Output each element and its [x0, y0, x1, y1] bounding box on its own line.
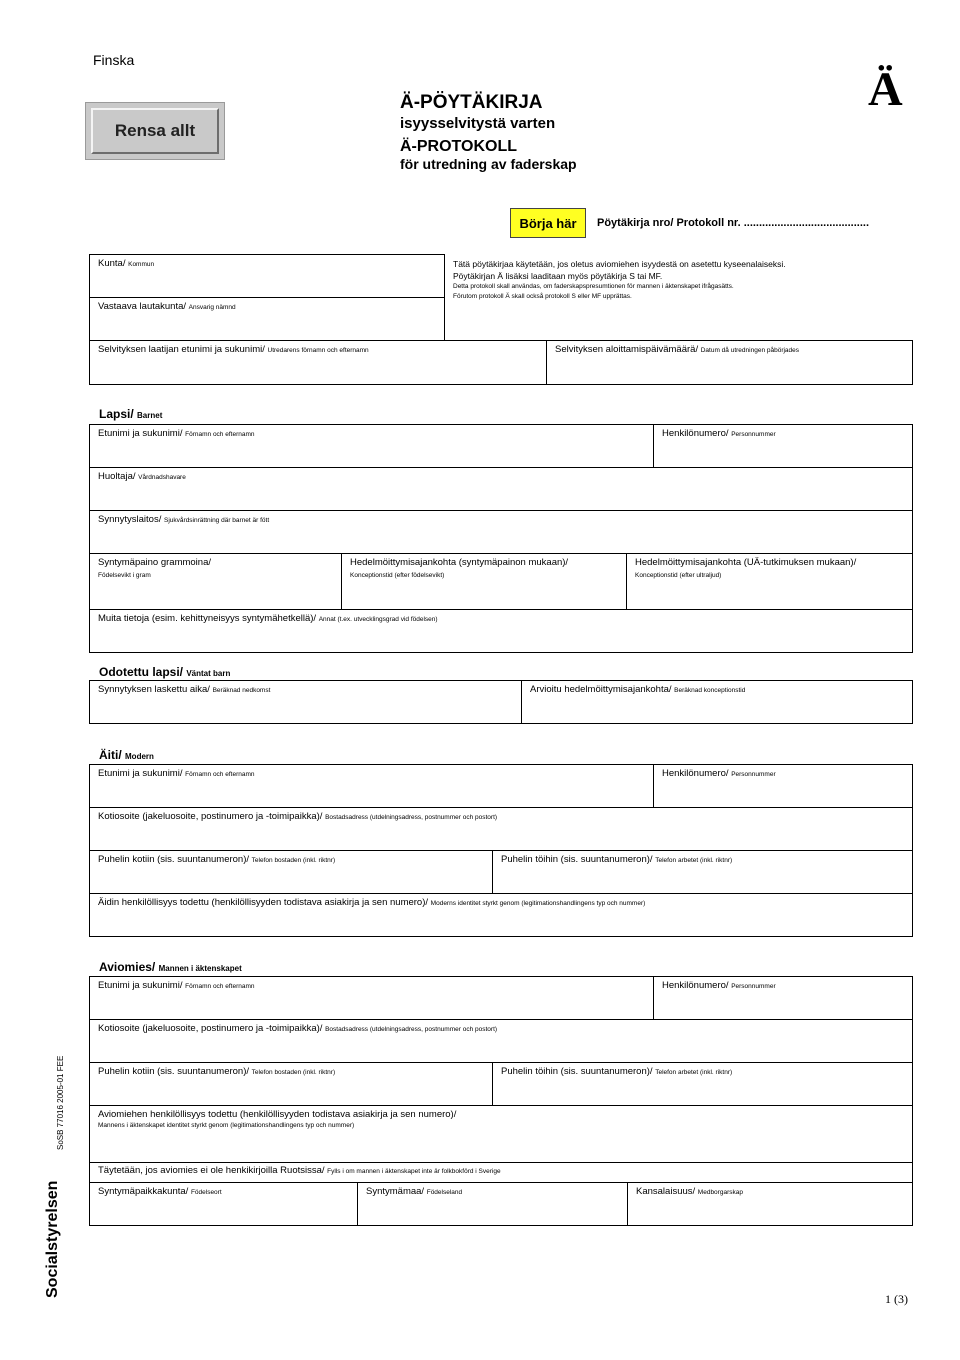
husband-title-fi: Aviomies/ — [99, 960, 156, 974]
husband-citizenship-label-sv: Medborgarskap — [697, 1189, 743, 1196]
husband-name-label: Etunimi ja sukunimi/ — [98, 980, 183, 991]
husband-phone-home-label: Puhelin kotiin (sis. suuntanumeron)/ — [98, 1066, 250, 1077]
husband-name-label-sv: Förnamn och efternamn — [185, 983, 255, 990]
mother-address-field[interactable] — [90, 808, 913, 851]
language-label: Finska — [93, 52, 135, 68]
mother-title-fi: Äiti/ — [99, 748, 122, 762]
subtitle-sv: för utredning av faderskap — [400, 155, 577, 172]
birth-facility-label-sv: Sjukvårdsinrättning där barnet är fött — [164, 517, 270, 524]
husband-phone-home-label-sv: Telefon bostaden (inkl. riktnr) — [251, 1069, 336, 1076]
estimated-conception-label: Arvioitu hedelmöittymisajankohta/ — [530, 684, 672, 695]
mother-phone-work-label: Puhelin töihin (sis. suuntanumeron)/ — [501, 854, 653, 865]
husband-address-label: Kotiosoite (jakeluosoite, postinumero ja -toimipaikka)/ — [98, 1023, 323, 1034]
child-title-fi: Lapsi/ — [99, 407, 134, 421]
mother-name-field[interactable] — [90, 765, 654, 808]
conception-ultrasound-label-sv: Konceptionstid (efter ultraljud) — [635, 572, 722, 579]
start-date-label-sv: Datum då utredningen påbörjades — [700, 347, 800, 354]
husband-pid-label-sv: Personnummer — [731, 983, 776, 990]
due-date-label-sv: Beräknad nedkomst — [212, 687, 271, 694]
due-date-field[interactable] — [90, 681, 522, 724]
investigator-label-sv: Utredarens förnamn och efternamn — [267, 347, 369, 354]
title-fi: Ä-PÖYTÄKIRJA — [400, 92, 543, 113]
mother-phone-work-label-sv: Telefon arbetet (inkl. riktnr) — [655, 857, 733, 864]
husband-citizenship-label: Kansalaisuus/ — [636, 1186, 696, 1197]
mother-pid-label: Henkilönumero/ — [662, 768, 729, 779]
title-sv: Ä-PROTOKOLL — [400, 137, 518, 155]
investigator-name-field[interactable] — [90, 341, 547, 385]
child-pid-label: Henkilönumero/ — [662, 428, 729, 439]
investigator-table — [89, 340, 913, 385]
page-number: 1 (3) — [885, 1292, 908, 1306]
socialstyrelsen-logo: Socialstyrelsen — [44, 1180, 61, 1298]
form-letter: Ä — [868, 63, 903, 116]
mother-phone-home-label-sv: Telefon bostaden (inkl. riktnr) — [251, 857, 336, 864]
conception-ultrasound-field[interactable] — [627, 554, 913, 610]
mother-phone-home-label: Puhelin kotiin (sis. suuntanumeron)/ — [98, 854, 250, 865]
info-line-1: Tätä pöytäkirjaa käytetään, jos oletus aviomiehen isyydestä on asetettu kyseenalaiseksi. — [453, 258, 786, 269]
child-name-label-sv: Förnamn och efternamn — [185, 431, 255, 438]
guardian-field[interactable] — [90, 468, 913, 511]
child-title-sv: Barnet — [137, 411, 163, 420]
husband-birthplace-field[interactable] — [90, 1183, 358, 1226]
mother-title-sv: Modern — [125, 752, 154, 761]
mother-address-label: Kotiosoite (jakeluosoite, postinumero ja -toimipaikka)/ — [98, 811, 323, 822]
estimated-conception-label-sv: Beräknad konceptionstid — [674, 687, 746, 694]
conception-weight-label-sv: Konceptionstid (efter födelsevikt) — [350, 572, 445, 579]
clear-all-button[interactable] — [85, 102, 225, 160]
husband-name-field[interactable] — [90, 977, 654, 1020]
mother-identity-label: Äidin henkilöllisyys todettu (henkilöllisyyden todistava asiakirja ja sen numero)/ — [98, 897, 429, 908]
husband-phone-work-label: Puhelin töihin (sis. suuntanumeron)/ — [501, 1066, 653, 1077]
info-line-2: Pöytäkirjan Ä lisäksi laaditaan myös pöytäkirja S tai MF. — [453, 270, 663, 281]
child-section-title — [99, 407, 162, 421]
mother-phone-home-field[interactable] — [90, 851, 493, 894]
form-title-block — [400, 92, 577, 173]
mother-section-title — [99, 748, 154, 762]
expected-title-sv: Väntat barn — [186, 669, 231, 678]
child-pid-label-sv: Personnummer — [731, 431, 776, 438]
protocol-number-label: Pöytäkirja nro/ Protokoll nr. ......................................... — [597, 217, 870, 229]
husband-birthplace-label: Syntymäpaikkakunta/ — [98, 1186, 189, 1197]
child-other-label: Muita tietoja (esim. kehittyneisyys syntymähetkellä)/ — [98, 613, 317, 624]
birth-weight-label-sv: Födelsevikt i gram — [98, 572, 151, 579]
husband-foreign-note — [90, 1163, 913, 1183]
start-date-label: Selvityksen aloittamispäivämäärä/ — [555, 344, 699, 355]
mother-address-label-sv: Bostadsadress (utdelningsadress, postnummer och postort) — [325, 814, 498, 821]
husband-birthcountry-field[interactable] — [358, 1183, 628, 1226]
board-field[interactable] — [90, 298, 445, 341]
info-line-4: Förutom protokoll Ä skall också protokoll S eller MF upprättas. — [453, 292, 632, 300]
mother-identity-label-sv: Moderns identitet styrkt genom (legitimationshandlingens typ och nummer) — [430, 900, 646, 907]
husband-foreign-label-sv: Fylls i om mannen i äktenskapet inte är folkbokförd i Sverige — [327, 1168, 501, 1175]
board-label-sv: Ansvarig nämnd — [188, 304, 236, 311]
admin-table — [89, 254, 913, 341]
husband-pid-field[interactable] — [654, 977, 913, 1020]
husband-title-sv: Mannen i äktenskapet — [158, 964, 242, 973]
mother-pid-label-sv: Personnummer — [731, 771, 776, 778]
child-name-label: Etunimi ja sukunimi/ — [98, 428, 183, 439]
due-date-label: Synnytyksen laskettu aika/ — [98, 684, 210, 695]
subtitle-fi: isyysselvitystä varten — [400, 114, 556, 132]
conception-weight-field[interactable] — [342, 554, 627, 610]
form-code: SoSB 77016 2005-01 FEE — [56, 1055, 65, 1150]
husband-table — [89, 976, 913, 1226]
mother-table — [89, 764, 913, 937]
board-label: Vastaava lautakunta/ — [98, 301, 187, 312]
husband-address-label-sv: Bostadsadress (utdelningsadress, postnummer och postort) — [325, 1026, 498, 1033]
husband-address-field[interactable] — [90, 1020, 913, 1063]
birth-weight-label: Syntymäpaino grammoina/ — [98, 557, 211, 568]
husband-birthcountry-label: Syntymämaa/ — [366, 1186, 425, 1197]
municipality-field[interactable] — [90, 255, 445, 298]
mother-name-label: Etunimi ja sukunimi/ — [98, 768, 183, 779]
husband-citizenship-field[interactable] — [628, 1183, 913, 1226]
municipality-label: Kunta/ — [98, 258, 126, 269]
birth-weight-field[interactable] — [90, 554, 342, 610]
husband-identity-label: Aviomiehen henkilöllisyys todettu (henkilöllisyyden todistava asiakirja ja sen numero)/ — [98, 1109, 457, 1120]
husband-phone-work-field[interactable] — [493, 1063, 913, 1106]
start-here-button[interactable]: Börja här — [510, 208, 586, 238]
clear-all-label: Rensa allt — [91, 108, 219, 154]
start-date-field[interactable] — [547, 341, 913, 385]
husband-birthplace-label-sv: Födelseort — [190, 1189, 222, 1196]
child-other-label-sv: Annat (t.ex. utvecklingsgrad vid födelsen) — [318, 616, 438, 623]
guardian-label: Huoltaja/ — [98, 471, 136, 482]
expected-table — [89, 680, 913, 724]
info-text — [445, 255, 913, 341]
husband-birthcountry-label-sv: Födelseland — [426, 1189, 463, 1196]
guardian-label-sv: Vårdnadshavare — [138, 474, 186, 481]
husband-identity-label-sv: Mannens i äktenskapet identitet styrkt genom (legitimationshandlingens typ och nummer) — [98, 1122, 355, 1129]
husband-foreign-label: Täytetään, jos aviomies ei ole henkikirjoilla Ruotsissa/ — [98, 1165, 325, 1176]
municipality-label-sv: Kommun — [128, 261, 155, 268]
child-name-field[interactable] — [90, 425, 654, 468]
birth-facility-label: Synnytyslaitos/ — [98, 514, 162, 525]
mother-pid-field[interactable] — [654, 765, 913, 808]
mother-phone-work-field[interactable] — [493, 851, 913, 894]
info-line-3: Detta protokoll skall användas, om faderskapspresumtionen för mannen i äktenskapet ifrågasätts. — [453, 283, 734, 291]
child-other-field[interactable] — [90, 610, 913, 653]
investigator-label: Selvityksen laatijan etunimi ja sukunimi/ — [98, 344, 265, 355]
conception-ultrasound-label: Hedelmöittymisajankohta (UÄ-tutkimuksen mukaan)/ — [635, 557, 857, 568]
expected-title-fi: Odotettu lapsi/ — [99, 665, 183, 679]
husband-phone-home-field[interactable] — [90, 1063, 493, 1106]
expected-section-title — [99, 665, 230, 679]
husband-section-title — [99, 960, 242, 974]
child-table — [89, 424, 913, 653]
mother-name-label-sv: Förnamn och efternamn — [185, 771, 255, 778]
husband-phone-work-label-sv: Telefon arbetet (inkl. riktnr) — [655, 1069, 733, 1076]
husband-identity-field[interactable] — [90, 1106, 913, 1163]
birth-facility-field[interactable] — [90, 511, 913, 554]
child-pid-field[interactable] — [654, 425, 913, 468]
husband-pid-label: Henkilönumero/ — [662, 980, 729, 991]
mother-identity-field[interactable] — [90, 894, 913, 937]
conception-weight-label: Hedelmöittymisajankohta (syntymäpainon mukaan)/ — [350, 557, 569, 568]
estimated-conception-field[interactable] — [522, 681, 913, 724]
